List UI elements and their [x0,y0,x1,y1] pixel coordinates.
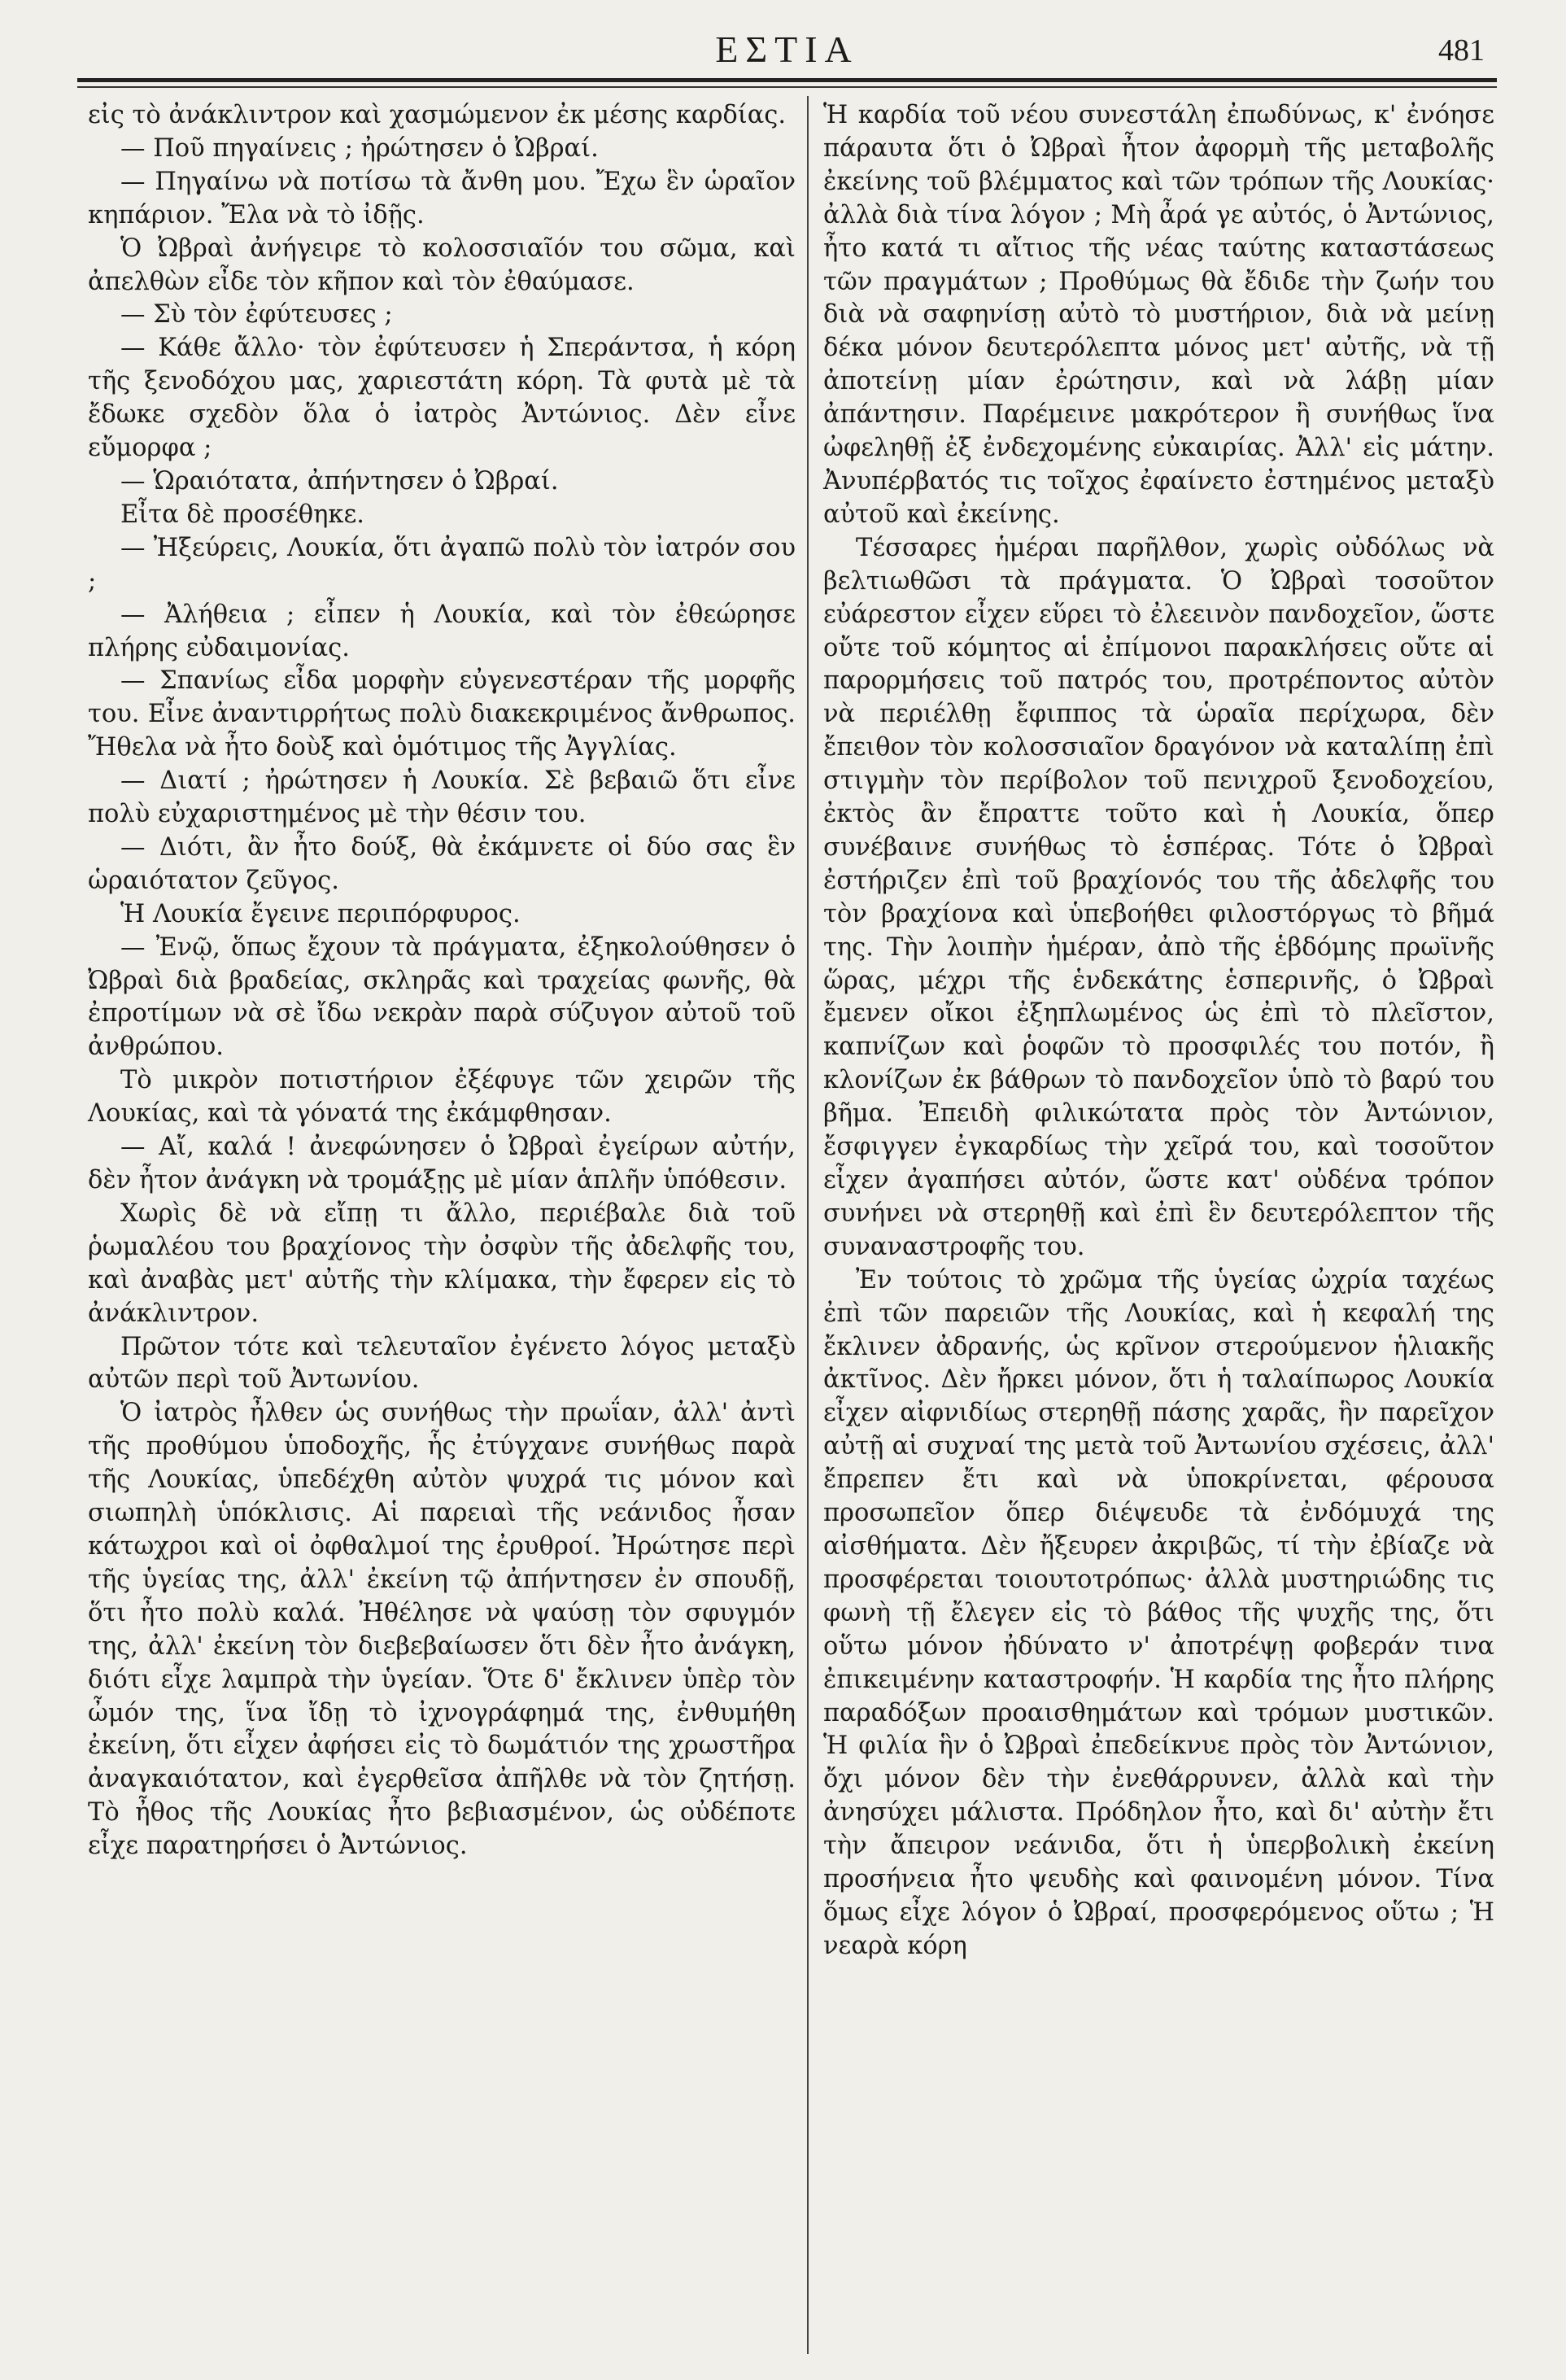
paragraph: Ἡ Λουκία ἔγεινε περιπόρφυρος. [120,899,521,928]
header-rule-thin [77,86,1497,88]
paragraph: — Κάθε ἄλλο· τὸν ἐφύτευσεν ἡ Σπεράντσα, ἡ κόρη τῆς ξενοδόχου μας, χαριεστάτη κόρη. Τὰ φυτὰ μὲ τὰ ἔδωκε σχεδὸν ὅλα ὁ ἰατρὸς Ἀντώνιος. Δὲν εἶνε εὔμορφα ; [88,334,796,463]
paragraph: — Σὺ τὸν ἐφύτευσες ; [120,300,393,330]
paragraph: εἰς τὸ ἀνάκλιντρον καὶ χασμώμενον ἐκ μέσης καρδίας. [88,101,787,129]
paragraph: — Ποῦ πηγαίνεις ; ἠρώτησεν ὁ Ὠβραί. [120,133,599,163]
page-number: 481 [1438,33,1485,68]
column-divider [807,96,809,2354]
paragraph: Ἡ καρδία τοῦ νέου συνεστάλη ἐπωδύνως, κ' ἐνόησε πάραυτα ὅτι ὁ Ὠβραὶ ἦτον ἀφορμὴ τῆς μεταβολῆς ἐκείνης τοῦ βλέμματος καὶ τῶν τρόπων τῆς Λουκίας· ἀλλὰ διὰ τίνα λόγον ; Μὴ ἆρά γε αὐτός, ὁ Ἀντώνιος, ἦτο κατά τι αἴτιος τῆς νέας ταύτης καταστάσεως τῶν πραγμάτων ; Προθύμως θὰ ἔδιδε τὴν ζωήν του διὰ νὰ σαφηνίσῃ αὐτὸ τὸ μυστήριον, διὰ νὰ μείνῃ δέκα μόνον δευτερόλεπτα μόνος μετ' αὐτῆς, νὰ τῇ ἀποτείνῃ μίαν ἐρώτησιν, καὶ νὰ λάβῃ μίαν ἀπάντησιν. Παρέμεινε μακρότερον ἢ συνήθως ἵνα ὠφεληθῇ ἐξ ἐνδεχομένης εὐκαιρίας. Ἀλλ' εἰς μάτην. Ἀνυπέρβατός τις τοῖχος ἐφαίνετο ἐστημένος μεταξὺ αὐτοῦ καὶ ἐκείνης. [823,101,1494,529]
paragraph: — Ἠξεύρεις, Λουκία, ὅτι ἀγαπῶ πολὺ τὸν ἰατρόν σου ; [88,533,796,596]
journal-title: ΕΣΤΙΑ [715,28,859,70]
paragraph: Ἐν τούτοις τὸ χρῶμα τῆς ὑγείας ὠχρία ταχέως ἐπὶ τῶν παρειῶν τῆς Λουκίας, καὶ ἡ κεφαλή της ἔκλινεν ἀδρανής, ὡς κρῖνον στερούμενον ἡλιακῆς ἀκτῖνος. Δὲν ἤρκει μόνον, ὅτι ἡ ταλαίπωρος Λουκία εἶχεν αἰφνιδίως στερηθῇ πάσης χαρᾶς, ἣν παρεῖχον αὐτῇ αἱ συχναί της μετὰ τοῦ Ἀντωνίου σχέσεις, ἀλλ' ἔπρεπεν ἔτι καὶ νὰ ὑποκρίνεται, φέρουσα προσωπεῖον ὅπερ διέψευδε τὰ ἐνδόμυχά της αἰσθήματα. Δὲν ἤξευρεν ἀκριβῶς, τί τὴν ἐβίαζε νὰ προσφέρεται τοιουτοτρόπως· ἀλλὰ μυστηριώδης τις φωνὴ τῇ ἔλεγεν εἰς τὸ βάθος τῆς ψυχῆς της, ὅτι οὕτω μόνον ἠδύνατο ν' ἀποτρέψῃ φοβεράν τινα ἐπικειμένην καταστροφήν. Ἡ καρδία της ἦτο πλήρης παραδόξων προαισθημάτων καὶ τρόμων μυστικῶν. Ἡ φιλία ἣν ὁ Ὠβραὶ ἐπεδείκνυε πρὸς τὸν Ἀντώνιον, ὄχι μόνον δὲν τὴν ἐνεθάρρυνεν, ἀλλὰ καὶ τὴν ἀνησύχει μάλιστα. Πρόδηλον ἦτο, καὶ δι' αὐτὴν ἔτι τὴν ἄπειρον νεάνιδα, ὅτι ἡ ὑπερβολικὴ ἐκείνη προσήνεια ἦτο ψευδὴς καὶ φαινομένη μόνον. Τίνα ὅμως εἶχε λόγον ὁ Ὠβραί, προσφερόμενος οὕτω ; Ἡ νεαρὰ κόρη [823,1265,1494,1960]
paragraph: Πρῶτον τότε καὶ τελευταῖον ἐγένετο λόγος μεταξὺ αὐτῶν περὶ τοῦ Ἀντωνίου. [88,1332,796,1395]
paragraph: — Ἐνῷ, ὅπως ἔχουν τὰ πράγματα, ἐξηκολούθησεν ὁ Ὠβραὶ διὰ βραδείας, σκληρᾶς καὶ τραχείας φωνῆς, θὰ ἐπροτίμων νὰ σὲ ἴδω νεκρὰν παρὰ σύζυγον αὐτοῦ τοῦ ἀνθρώπου. [88,932,796,1062]
paragraph: Εἶτα δὲ προσέθηκε. [120,500,364,529]
paragraph: — Διατί ; ἠρώτησεν ἡ Λουκία. Σὲ βεβαιῶ ὅτι εἶνε πολὺ εὐχαριστημένος μὲ τὴν θέσιν του. [88,766,796,829]
page-header [81,18,1493,83]
paragraph: Τέσσαρες ἡμέραι παρῆλθον, χωρὶς οὐδόλως νὰ βελτιωθῶσι τὰ πράγματα. Ὁ Ὠβραὶ τοσοῦτον εὐάρεστον εἶχεν εὕρει τὸ ἐλεεινὸν πανδοχεῖον, ὥστε οὔτε τοῦ κόμητος αἱ ἐπίμονοι παρακλήσεις οὔτε αἱ παρορμήσεις τοῦ πατρός του, προτρέποντος αὐτὸν νὰ περιέλθῃ ἔφιππος τὰ ὡραῖα περίχωρα, δὲν ἔπειθον τὸν κολοσσιαῖον δραγόνον νὰ καταλίπῃ ἐπὶ στιγμὴν τὸν περίβολον τοῦ πενιχροῦ ξενοδοχείου, ἐκτὸς ἂν ἔπραττε τοῦτο καὶ ἡ Λουκία, ὅπερ συνέβαινε συνήθως τὸ ἑσπέρας. Τότε ὁ Ὠβραὶ ἐστήριζεν ἐπὶ τοῦ βραχίονός του τῆς ἀδελφῆς του τὸν βραχίονα καὶ ὑπεβοήθει φιλοστόργως τὸ βῆμά της. Τὴν λοιπὴν ἡμέραν, ἀπὸ τῆς ἑβδόμης πρωϊνῆς ὥρας, μέχρι τῆς ἑνδεκάτης ἑσπερινῆς, ὁ Ὠβραὶ ἔμενεν οἴκοι ἐξηπλωμένος ὡς ἐπὶ τὸ πλεῖστον, καπνίζων καὶ ῥοφῶν τὸ προσφιλές του ποτόν, ἢ κλονίζων ἐκ βάθρων τὸ πανδοχεῖον ὑπὸ τὸ βαρύ του βῆμα. Ἐπειδὴ φιλικώτατα πρὸς τὸν Ἀντώνιον, ἔσφιγγεν ἐγκαρδίως τὴν χεῖρά του, καὶ τοσοῦτον εἶχεν ἀγαπήσει αὐτόν, ὥστε κατ' οὐδένα τρόπον συνήνει νὰ στερηθῇ καὶ ἐπὶ ἓν δευτερόλεπτον τῆς συναναστροφῆς του. [823,533,1494,1261]
header-rule-thick [77,78,1497,82]
paragraph: Ὁ ἰατρὸς ἦλθεν ὡς συνήθως τὴν πρωΐαν, ἀλλ' ἀντὶ τῆς προθύμου ὑποδοχῆς, ἧς ἐτύγχανε συνήθως παρὰ τῆς Λουκίας, ὑπεδέχθη αὐτὸν ψυχρά τις μόνον καὶ σιωπηλὴ ὑπόκλισις. Αἱ παρειαὶ τῆς νεάνιδος ἦσαν κάτωχροι καὶ οἱ ὀφθαλμοί της ἐρυθροί. Ἠρώτησε περὶ τῆς ὑγείας της, ἀλλ' ἐκείνη τῷ ἀπήντησεν ἐν σπουδῇ, ὅτι ἦτο πολὺ καλά. Ἠθέλησε νὰ ψαύσῃ τὸν σφυγμόν της, ἀλλ' ἐκείνη τὸν διεβεβαίωσεν ὅτι δὲν ἦτο ἀνάγκη, διότι εἶχε λαμπρὰ τὴν ὑγείαν. Ὅτε δ' ἔκλινεν ὑπὲρ τὸν ὦμόν της, ἵνα ἴδῃ τὸ ἰχνογράφημά της, ἐνθυμήθη ἐκείνη, ὅτι εἶχεν ἀφήσει εἰς τὸ δωμάτιόν της χρωστῆρα ἀναγκαιότατον, καὶ ἐγερθεῖσα ἀπῆλθε νὰ τὸν ζητήσῃ. Τὸ ἦθος τῆς Λουκίας ἦτο βεβιασμένον, ὡς οὐδέποτε εἶχε παρατηρήσει ὁ Ἀντώνιος. [88,1399,796,1861]
left-column [88,99,796,1863]
right-column [823,99,1494,1963]
paragraph: — Ὡραιότατα, ἀπήντησεν ὁ Ὠβραί. [120,466,559,496]
paragraph: Ὁ Ὠβραὶ ἀνήγειρε τὸ κολοσσιαῖόν του σῶμα, καὶ ἀπελθὼν εἶδε τὸν κῆπον καὶ τὸν ἐθαύμασε. [88,234,796,296]
paragraph: — Πηγαίνω νὰ ποτίσω τὰ ἄνθη μου. Ἔχω ἓν ὡραῖον κηπάριον. Ἔλα νὰ τὸ ἰδῇς. [88,167,796,229]
paragraph: — Ἀλήθεια ; εἶπεν ἡ Λουκία, καὶ τὸν ἐθεώρησε πλήρης εὐδαιμονίας. [88,600,796,662]
paragraph: Χωρὶς δὲ νὰ εἴπῃ τι ἄλλο, περιέβαλε διὰ τοῦ ῥωμαλέου του βραχίονος τὴν ὀσφὺν τῆς ἀδελφῆς του, καὶ ἀναβὰς μετ' αὐτῆς τὴν κλίμακα, τὴν ἔφερεν εἰς τὸ ἀνάκλιντρον. [88,1199,796,1328]
paragraph: — Αἴ, καλά ! ἀνεφώνησεν ὁ Ὠβραὶ ἐγείρων αὐτήν, δὲν ἦτον ἀνάγκη νὰ τρομάξῃς μὲ μίαν ἁπλῆν ὑπόθεσιν. [88,1133,796,1194]
paragraph: — Διότι, ἂν ἦτο δούξ, θὰ ἐκάμνετε οἱ δύο σας ἓν ὡραιότατον ζεῦγος. [88,832,796,895]
paragraph: — Σπανίως εἶδα μορφὴν εὐγενεστέραν τῆς μορφῆς του. Εἶνε ἀναντιρρήτως πολὺ διακεκριμένος ἄνθρωπος. Ἤθελα νὰ ἦτο δοὺξ καὶ ὁμότιμος τῆς Ἀγγλίας. [88,666,796,762]
paragraph: Τὸ μικρὸν ποτιστήριον ἐξέφυγε τῶν χειρῶν τῆς Λουκίας, καὶ τὰ γόνατά της ἐκάμφθησαν. [88,1066,796,1129]
